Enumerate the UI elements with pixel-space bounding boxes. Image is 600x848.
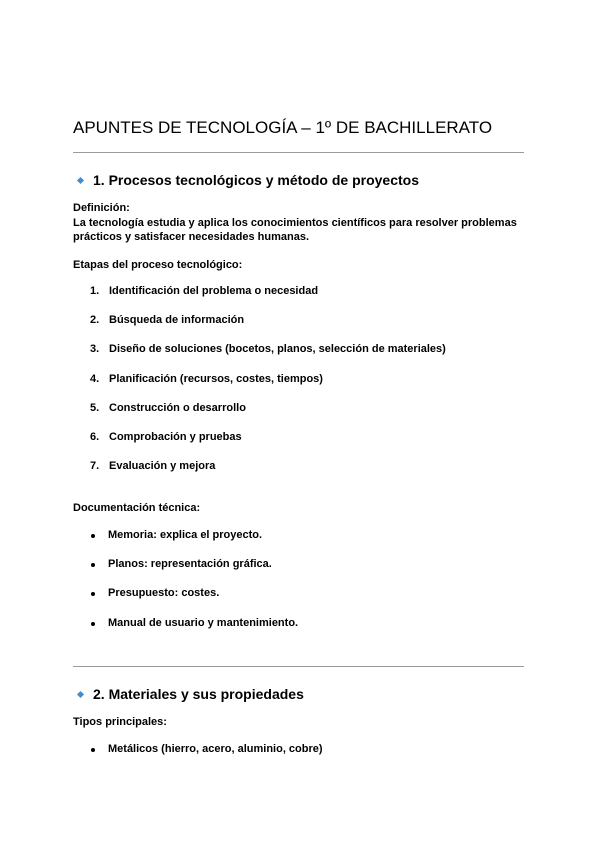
list-item: Planificación (recursos, costes, tiempos) (109, 373, 323, 385)
list-item: Identificación del problema o necesidad (109, 285, 319, 297)
list-item: Manual de usuario y mantenimiento. (108, 617, 299, 629)
list-item: Construcción o desarrollo (109, 402, 246, 414)
diamond-bullet-icon (77, 176, 84, 183)
bullet-dot-icon (91, 534, 95, 538)
list-item: Planos: representación gráfica. (108, 558, 272, 570)
bullet-dot-icon (91, 563, 95, 567)
bullet-dot-icon (91, 622, 95, 626)
list-item: Búsqueda de información (109, 314, 245, 326)
list-item-number: 3. (90, 343, 100, 355)
list-item-number: 7. (90, 460, 100, 472)
list-item: Memoria: explica el proyecto. (108, 529, 263, 541)
stages-label: Etapas del proceso tecnológico: (73, 259, 243, 271)
list-item-number: 5. (90, 402, 100, 414)
section-heading-text: 1. Procesos tecnológicos y método de proyectos (93, 172, 419, 188)
list-item-number: 4. (90, 373, 100, 385)
divider (73, 152, 524, 153)
section-heading-2 (76, 686, 304, 702)
bullet-dot-icon (91, 748, 95, 752)
list-item-number: 6. (90, 431, 100, 443)
document-title: APUNTES DE TECNOLOGÍA – 1º DE BACHILLERATO (73, 118, 493, 137)
definition-label: Definición: (73, 202, 130, 214)
list-item: Evaluación y mejora (109, 460, 216, 472)
docs-label: Documentación técnica: (73, 502, 201, 514)
list-item: Diseño de soluciones (bocetos, planos, selección de materiales) (109, 343, 446, 355)
list-item: Metálicos (hierro, acero, aluminio, cobre) (108, 743, 323, 755)
diamond-bullet-icon (77, 690, 84, 697)
list-item-number: 2. (90, 314, 100, 326)
list-item: Comprobación y pruebas (109, 431, 242, 443)
bullet-dot-icon (91, 592, 95, 596)
section-heading-text: 2. Materiales y sus propiedades (93, 686, 304, 702)
definition-text: La tecnología estudia y aplica los conocimientos científicos para resolver problemas prácticos y satisfacer necesidades humanas. (73, 217, 517, 243)
section-heading-1 (76, 172, 419, 188)
divider (73, 666, 524, 667)
list-item: Presupuesto: costes. (108, 587, 220, 599)
types-label: Tipos principales: (73, 716, 167, 728)
list-item-number: 1. (90, 285, 100, 297)
